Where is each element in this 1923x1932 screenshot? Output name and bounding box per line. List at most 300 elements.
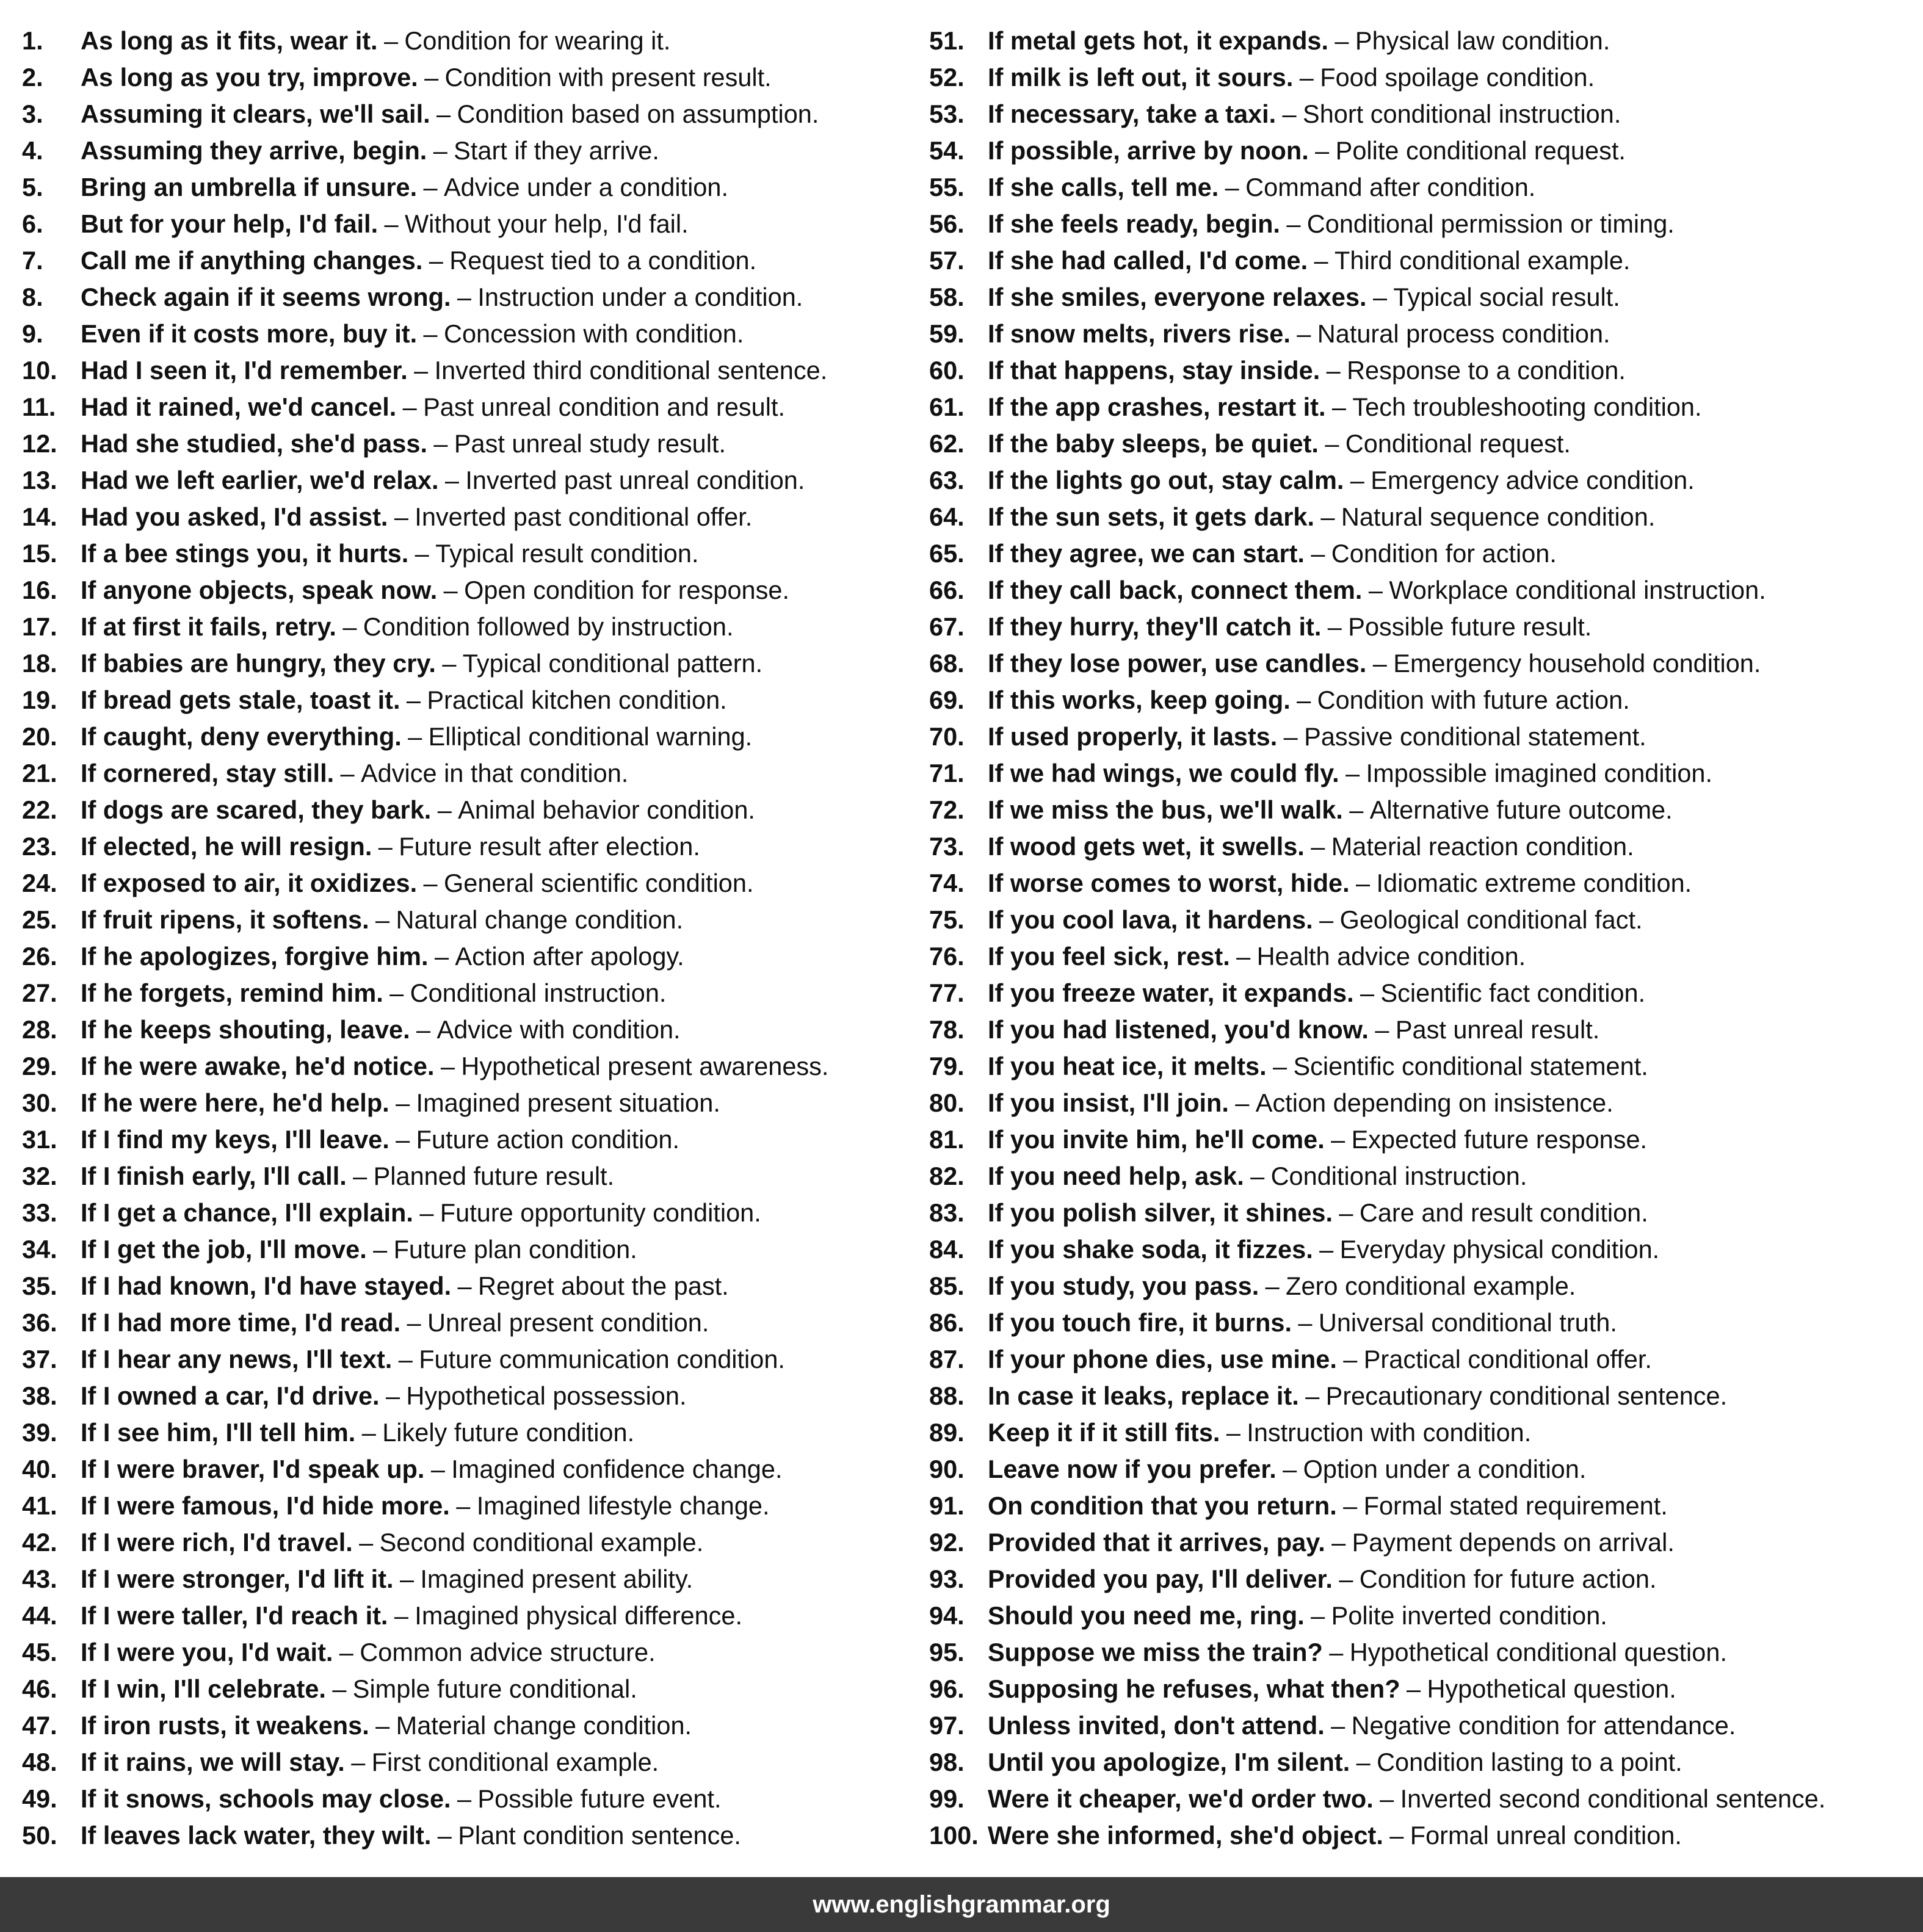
sentence-description: Inverted past conditional offer. [415, 502, 753, 531]
example-sentence: If he were awake, he'd notice. [81, 1052, 435, 1080]
separator-dash: – [407, 1308, 421, 1337]
item-number: 92. [929, 1528, 965, 1557]
example-sentence: If leaves lack water, they wilt. [81, 1821, 432, 1850]
item-text [81, 462, 805, 499]
item-text [81, 1634, 656, 1671]
example-sentence: If they lose power, use candles. [988, 649, 1367, 678]
item-number: 19. [22, 686, 57, 714]
separator-dash: – [456, 1491, 471, 1520]
item-text [81, 1524, 703, 1561]
item-number: 60. [929, 356, 965, 385]
sentence-description: Physical law condition. [1355, 26, 1610, 55]
sentence-description: Expected future response. [1351, 1125, 1648, 1154]
list-item [929, 828, 1912, 865]
item-text [81, 938, 684, 975]
example-sentence: If elected, he will resign. [81, 832, 372, 861]
list-item [22, 1671, 938, 1707]
sentence-description: Imagined present ability. [420, 1565, 694, 1593]
list-item [929, 975, 1912, 1011]
item-number: 48. [22, 1748, 57, 1776]
sentence-description: Without your help, I'd fail. [404, 209, 689, 238]
separator-dash: – [1368, 576, 1383, 604]
list-item [22, 1707, 938, 1744]
item-number: 85. [929, 1272, 965, 1300]
list-item [22, 1085, 938, 1121]
sentence-description: Third conditional example. [1335, 246, 1631, 275]
item-number: 55. [929, 173, 965, 201]
item-number: 13. [22, 466, 57, 494]
separator-dash: – [340, 759, 355, 787]
list-item [929, 1268, 1912, 1304]
list-item [22, 938, 938, 975]
sentence-description: Action depending on insistence. [1255, 1088, 1613, 1117]
item-number: 52. [929, 63, 965, 92]
item-number: 81. [929, 1125, 965, 1154]
sentence-description: Possible future event. [477, 1784, 722, 1813]
example-sentence: If you cool lava, it hardens. [988, 905, 1313, 934]
item-text [988, 828, 1634, 865]
list-item [929, 1634, 1912, 1671]
example-sentence: If you need help, ask. [988, 1162, 1244, 1190]
item-text [988, 352, 1626, 389]
list-item [22, 902, 938, 938]
separator-dash: – [424, 63, 439, 92]
item-text [988, 1634, 1727, 1671]
list-item [22, 1158, 938, 1195]
item-text [988, 1268, 1576, 1304]
sentence-description: Action after apology. [455, 942, 684, 971]
item-text [988, 1304, 1617, 1341]
item-text [988, 132, 1626, 169]
item-number: 27. [22, 979, 57, 1007]
sentence-description: Regret about the past. [477, 1272, 729, 1300]
sentence-description: Care and result condition. [1359, 1198, 1648, 1227]
example-sentence: Had I seen it, I'd remember. [81, 356, 408, 385]
item-number: 24. [22, 869, 57, 897]
list-item [929, 572, 1912, 609]
list-item [22, 242, 938, 279]
separator-dash: – [384, 209, 399, 238]
sentence-description: Emergency household condition. [1393, 649, 1761, 678]
item-number: 37. [22, 1345, 57, 1373]
example-sentence: If I had more time, I'd read. [81, 1308, 401, 1337]
list-item [929, 1378, 1912, 1414]
sentence-description: Condition for wearing it. [404, 26, 671, 55]
item-text [988, 279, 1620, 316]
list-item [929, 1451, 1912, 1488]
list-item [22, 1744, 938, 1781]
item-text [988, 1524, 1675, 1561]
item-number: 47. [22, 1711, 57, 1740]
sentence-description: Short conditional instruction. [1303, 99, 1621, 128]
separator-dash: – [1389, 1821, 1404, 1850]
list-item [929, 1561, 1912, 1597]
example-sentence: If caught, deny everything. [81, 722, 402, 751]
list-item [22, 682, 938, 718]
item-text [988, 1817, 1682, 1854]
example-sentence: Supposing he refuses, what then? [988, 1674, 1400, 1703]
separator-dash: – [1283, 722, 1298, 751]
separator-dash: – [1329, 1638, 1344, 1666]
separator-dash: – [1343, 1491, 1358, 1520]
separator-dash: – [1235, 1088, 1250, 1117]
item-number: 99. [929, 1784, 965, 1813]
separator-dash: – [1311, 1601, 1325, 1630]
separator-dash: – [1314, 246, 1328, 275]
example-sentence: If they call back, connect them. [988, 576, 1363, 604]
item-text [988, 682, 1630, 718]
sentence-description: Option under a condition. [1303, 1455, 1587, 1483]
separator-dash: – [1335, 26, 1349, 55]
separator-dash: – [1356, 869, 1371, 897]
item-text [988, 718, 1646, 755]
sentence-description: Animal behavior condition. [458, 795, 755, 824]
separator-dash: – [399, 1565, 415, 1593]
list-item [929, 1304, 1912, 1341]
separator-dash: – [419, 1198, 434, 1227]
list-item [22, 1048, 938, 1085]
sentence-description: Practical kitchen condition. [427, 686, 727, 714]
item-text [81, 1561, 693, 1597]
item-text [81, 499, 752, 535]
list-item [22, 389, 938, 425]
separator-dash: – [1345, 759, 1360, 787]
item-text [988, 1195, 1648, 1231]
separator-dash: – [444, 466, 460, 494]
item-number: 3. [22, 99, 43, 128]
example-sentence: If you touch fire, it burns. [988, 1308, 1292, 1337]
list-item [929, 865, 1912, 902]
example-sentence: If I were taller, I'd reach it. [81, 1601, 388, 1630]
item-number: 43. [22, 1565, 57, 1593]
example-sentence: If you had listened, you'd know. [988, 1015, 1369, 1044]
sentence-description: Open condition for response. [464, 576, 789, 604]
separator-dash: – [1331, 393, 1346, 421]
example-sentence: Had it rained, we'd cancel. [81, 393, 397, 421]
list-item [22, 499, 938, 535]
item-text [81, 1671, 637, 1707]
item-number: 76. [929, 942, 965, 971]
item-number: 12. [22, 429, 57, 458]
example-sentence: If possible, arrive by noon. [988, 136, 1309, 165]
example-sentence: If I had known, I'd have stayed. [81, 1272, 452, 1300]
example-sentence: Were it cheaper, we'd order two. [988, 1784, 1374, 1813]
sentence-description: Scientific conditional statement. [1293, 1052, 1648, 1080]
separator-dash: – [1298, 1308, 1313, 1337]
separator-dash: – [437, 795, 452, 824]
item-number: 95. [929, 1638, 965, 1666]
list-item [929, 1671, 1912, 1707]
item-text [988, 1781, 1825, 1817]
list-item [22, 96, 938, 132]
list-item [22, 1561, 938, 1597]
item-text [988, 23, 1610, 59]
item-number: 10. [22, 356, 57, 385]
item-number: 11. [22, 393, 56, 421]
item-text [988, 1048, 1648, 1085]
item-number: 33. [22, 1198, 57, 1227]
item-text [988, 1231, 1659, 1268]
example-sentence: If I find my keys, I'll leave. [81, 1125, 389, 1154]
example-sentence: Until you apologize, I'm silent. [988, 1748, 1350, 1776]
item-number: 73. [929, 832, 965, 861]
item-text [988, 975, 1645, 1011]
list-item [929, 1158, 1912, 1195]
list-item [929, 132, 1912, 169]
list-item [22, 1524, 938, 1561]
separator-dash: – [375, 1711, 390, 1740]
item-number: 83. [929, 1198, 965, 1227]
item-number: 79. [929, 1052, 965, 1080]
separator-dash: – [1380, 1784, 1394, 1813]
list-item [929, 59, 1912, 96]
list-item [22, 1195, 938, 1231]
separator-dash: – [1311, 832, 1325, 861]
separator-dash: – [1283, 1455, 1297, 1483]
item-number: 34. [22, 1235, 57, 1264]
example-sentence: If necessary, take a taxi. [988, 99, 1277, 128]
item-text [81, 1304, 709, 1341]
list-item [929, 23, 1912, 59]
separator-dash: – [1299, 63, 1314, 92]
item-number: 14. [22, 502, 57, 531]
example-sentence: If they agree, we can start. [988, 539, 1305, 568]
separator-dash: – [442, 649, 457, 678]
item-number: 50. [22, 1821, 57, 1850]
sentence-description: Practical conditional offer. [1363, 1345, 1652, 1373]
item-text [988, 1121, 1647, 1158]
footer-url[interactable]: www.englishgrammar.org [813, 1890, 1110, 1918]
example-sentence: Keep it if it still fits. [988, 1418, 1220, 1447]
list-item [929, 425, 1912, 462]
separator-dash: – [351, 1748, 366, 1776]
example-sentence: If you shake soda, it fizzes. [988, 1235, 1313, 1264]
example-sentence: If I see him, I'll tell him. [81, 1418, 356, 1447]
separator-dash: – [1236, 942, 1251, 971]
example-sentence: If babies are hungry, they cry. [81, 649, 436, 678]
sentence-description: Planned future result. [373, 1162, 615, 1190]
item-text [81, 132, 659, 169]
separator-dash: – [1375, 1015, 1389, 1044]
item-number: 23. [22, 832, 57, 861]
item-text [81, 975, 666, 1011]
list-item [929, 1195, 1912, 1231]
example-sentence: If milk is left out, it sours. [988, 63, 1294, 92]
item-text [81, 902, 683, 938]
list-item [22, 316, 938, 352]
example-sentence: If you polish silver, it shines. [988, 1198, 1333, 1227]
sentence-description: Conditional instruction. [410, 979, 667, 1007]
list-item [929, 609, 1912, 645]
item-text [988, 1414, 1531, 1451]
item-number: 41. [22, 1491, 57, 1520]
separator-dash: – [423, 319, 438, 348]
item-text [81, 425, 726, 462]
sentence-description: Formal stated requirement. [1363, 1491, 1668, 1520]
list-item [22, 1597, 938, 1634]
sentence-description: Conditional permission or timing. [1306, 209, 1675, 238]
item-text [81, 59, 772, 96]
item-text [988, 1451, 1586, 1488]
separator-dash: – [457, 283, 472, 311]
example-sentence: If I were famous, I'd hide more. [81, 1491, 450, 1520]
list-item [929, 1524, 1912, 1561]
separator-dash: – [408, 722, 422, 751]
example-sentence: If snow melts, rivers rise. [988, 319, 1291, 348]
sentence-description: Condition with present result. [444, 63, 772, 92]
list-item [929, 1085, 1912, 1121]
separator-dash: – [406, 686, 421, 714]
sentence-description: Future action condition. [416, 1125, 680, 1154]
item-number: 36. [22, 1308, 57, 1337]
sentence-description: Passive conditional statement. [1304, 722, 1646, 751]
example-sentence: If she had called, I'd come. [988, 246, 1308, 275]
list-item [929, 1744, 1912, 1781]
sentence-description: Future opportunity condition. [440, 1198, 761, 1227]
sentence-description: Request tied to a condition. [449, 246, 757, 275]
example-sentence: If I were you, I'd wait. [81, 1638, 333, 1666]
item-text [988, 1671, 1676, 1707]
item-text [81, 682, 727, 718]
example-sentence: If I finish early, I'll call. [81, 1162, 347, 1190]
separator-dash: – [373, 1235, 388, 1264]
sentence-description: Common advice structure. [360, 1638, 656, 1666]
item-number: 94. [929, 1601, 965, 1630]
example-sentence: If I get the job, I'll move. [81, 1235, 367, 1264]
list-item [929, 1817, 1912, 1854]
list-item [929, 1597, 1912, 1634]
example-sentence: If worse comes to worst, hide. [988, 869, 1350, 897]
item-text [988, 389, 1702, 425]
separator-dash: – [1350, 466, 1364, 494]
example-sentence: If it rains, we will stay. [81, 1748, 345, 1776]
sentence-description: Idiomatic extreme condition. [1376, 869, 1692, 897]
separator-dash: – [437, 1821, 452, 1850]
item-number: 51. [929, 26, 965, 55]
separator-dash: – [1331, 1528, 1346, 1557]
example-sentence: If fruit ripens, it softens. [81, 905, 369, 934]
sentence-description: Condition with future action. [1317, 686, 1630, 714]
example-sentence: If you freeze water, it expands. [988, 979, 1354, 1007]
separator-dash: – [378, 832, 393, 861]
example-sentence: If exposed to air, it oxidizes. [81, 869, 418, 897]
sentence-description: Scientific fact condition. [1380, 979, 1646, 1007]
example-sentence: If cornered, stay still. [81, 759, 335, 787]
item-text [81, 1414, 634, 1451]
item-text [81, 755, 628, 792]
separator-dash: – [1325, 429, 1339, 458]
footer-bar [0, 1877, 1923, 1932]
sentence-description: Hypothetical present awareness. [461, 1052, 829, 1080]
list-item [929, 1341, 1912, 1378]
list-item [929, 462, 1912, 499]
example-sentence: If he keeps shouting, leave. [81, 1015, 410, 1044]
sentence-description: Imagined physical difference. [415, 1601, 743, 1630]
item-text [81, 1781, 722, 1817]
item-text [81, 1451, 782, 1488]
item-text [988, 755, 1712, 792]
sentence-description: Food spoilage condition. [1320, 63, 1595, 92]
list-item [929, 1781, 1912, 1817]
list-item [929, 499, 1912, 535]
list-item [22, 572, 938, 609]
sentence-description: Condition based on assumption. [457, 99, 819, 128]
item-number: 59. [929, 319, 965, 348]
separator-dash: – [353, 1162, 368, 1190]
list-item [22, 425, 938, 462]
list-item [22, 23, 938, 59]
example-sentence: On condition that you return. [988, 1491, 1337, 1520]
list-item [22, 1451, 938, 1488]
sentence-description: Material reaction condition. [1331, 832, 1634, 861]
list-item [929, 902, 1912, 938]
separator-dash: – [1339, 1198, 1353, 1227]
item-text [988, 535, 1557, 572]
list-item [929, 1707, 1912, 1744]
example-sentence: If dogs are scared, they bark. [81, 795, 432, 824]
item-number: 96. [929, 1674, 965, 1703]
sentence-description: Imagined present situation. [416, 1088, 720, 1117]
item-number: 70. [929, 722, 965, 751]
item-number: 44. [22, 1601, 57, 1630]
sentence-description: Advice in that condition. [361, 759, 629, 787]
item-number: 77. [929, 979, 965, 1007]
item-text [988, 1011, 1599, 1048]
sentence-description: Everyday physical condition. [1339, 1235, 1660, 1264]
item-text [988, 1085, 1613, 1121]
list-item [22, 975, 938, 1011]
item-text [81, 316, 744, 352]
separator-dash: – [1327, 612, 1342, 641]
item-number: 22. [22, 795, 57, 824]
example-sentence: Provided you pay, I'll deliver. [988, 1565, 1333, 1593]
list-item [22, 1341, 938, 1378]
item-number: 16. [22, 576, 57, 604]
sentence-description: Conditional instruction. [1270, 1162, 1527, 1190]
sentence-description: Condition for future action. [1359, 1565, 1657, 1593]
separator-dash: – [359, 1528, 374, 1557]
separator-dash: – [1286, 209, 1301, 238]
example-sentence: If I hear any news, I'll text. [81, 1345, 393, 1373]
separator-dash: – [1319, 1235, 1334, 1264]
example-sentence: If it snows, schools may close. [81, 1784, 451, 1813]
item-text [988, 59, 1595, 96]
item-number: 87. [929, 1345, 965, 1373]
sentence-description: Polite inverted condition. [1331, 1601, 1607, 1630]
example-sentence: Suppose we miss the train? [988, 1638, 1323, 1666]
separator-dash: – [423, 869, 438, 897]
sentence-description: Instruction under a condition. [477, 283, 803, 311]
example-sentence: If he apologizes, forgive him. [81, 942, 429, 971]
list-item [22, 1378, 938, 1414]
item-text [988, 902, 1643, 938]
item-number: 93. [929, 1565, 965, 1593]
list-item [22, 1634, 938, 1671]
example-sentence: If he were here, he'd help. [81, 1088, 389, 1117]
example-sentence: Leave now if you prefer. [988, 1455, 1277, 1483]
item-text [81, 352, 827, 389]
list-item [22, 1488, 938, 1524]
separator-dash: – [1356, 1748, 1371, 1776]
sentence-description: Possible future result. [1348, 612, 1592, 641]
separator-dash: – [383, 26, 399, 55]
example-sentence: In case it leaks, replace it. [988, 1381, 1299, 1410]
sentence-description: Natural process condition. [1317, 319, 1610, 348]
item-text [988, 792, 1673, 828]
item-number: 82. [929, 1162, 965, 1190]
sentence-description: Past unreal study result. [454, 429, 726, 458]
separator-dash: – [415, 539, 429, 568]
